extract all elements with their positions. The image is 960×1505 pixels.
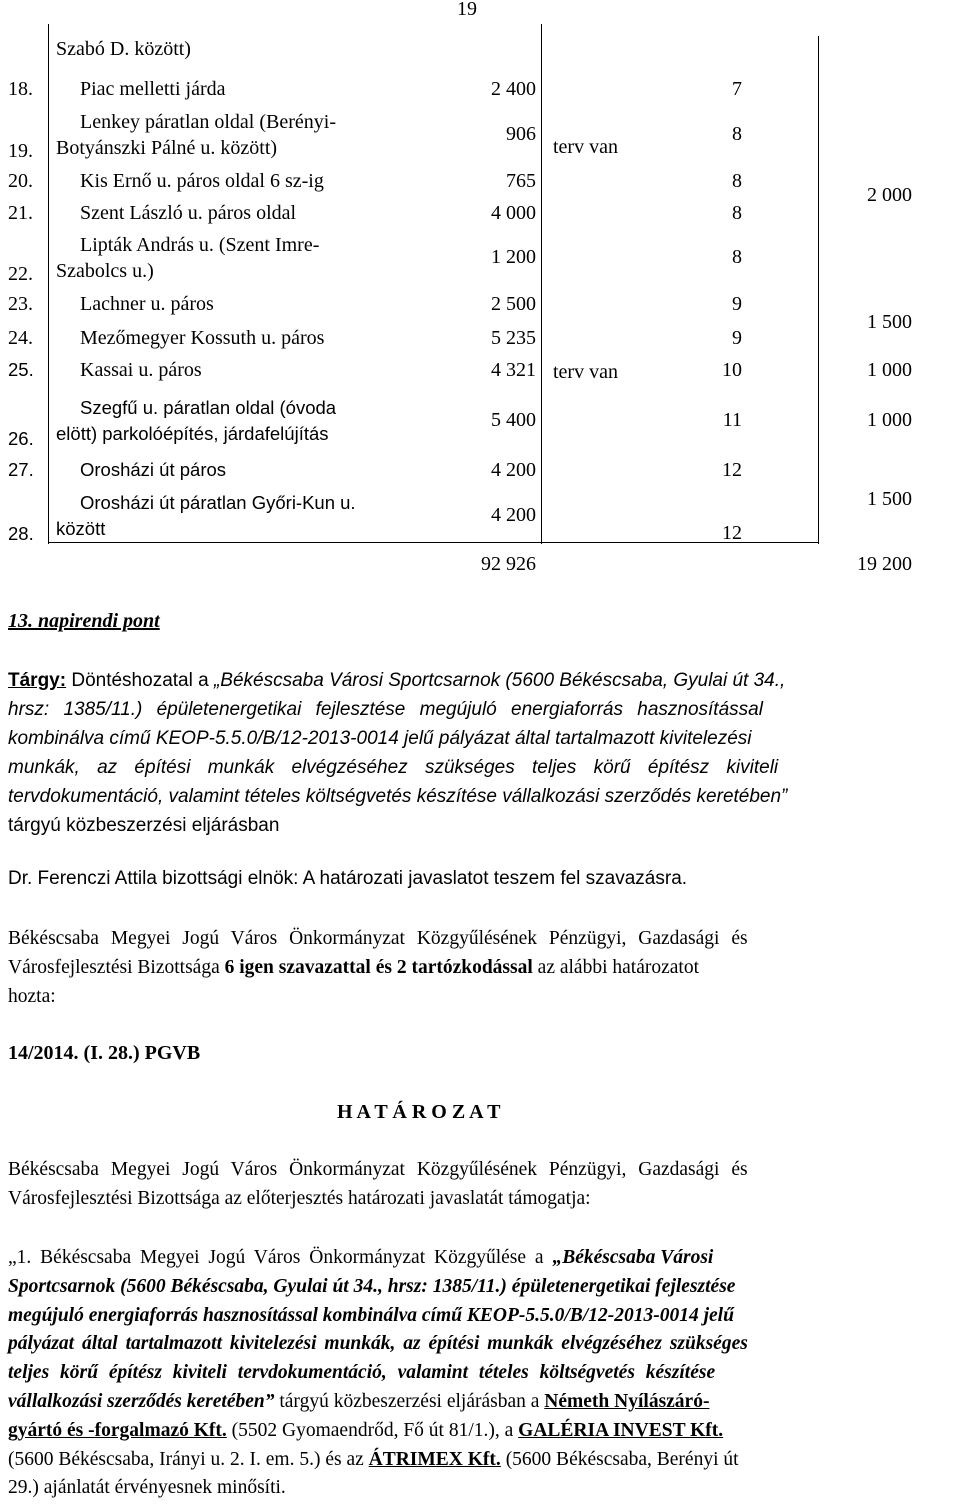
row-description: Lipták András u. (Szent Imre-: [80, 234, 320, 256]
row-plan-status: terv van: [553, 361, 618, 383]
row-number: 18.: [8, 78, 33, 100]
subject-label: Tárgy:: [8, 670, 67, 691]
vote-paragraph: Békéscsaba Megyei Jogú Város Önkormányzat Közgyűlésének Pénzügyi, Gazdasági és Városfejlesztési Bizottsága 6 igen szavazattal és 2 tartózkodással az alábbi határozatot hozta:: [8, 928, 748, 1007]
row-priority: 12: [722, 522, 742, 544]
row-description: Szegfű u. páratlan oldal (óvoda: [80, 397, 337, 418]
row-priority: 9: [732, 327, 742, 349]
row-length: 765: [506, 170, 536, 192]
row-number: 27.: [8, 459, 34, 480]
row-number: 19.: [8, 140, 33, 162]
row-description: Orosházi út páros: [80, 459, 227, 480]
row-description: Orosházi út páratlan Győri-Kun u.: [80, 492, 356, 513]
total-length: 92 926: [481, 553, 536, 575]
row-description: Lenkey páratlan oldal (Berényi-: [80, 111, 336, 133]
row-description: Mezőmegyer Kossuth u. páros: [80, 327, 325, 349]
row-number: 21.: [8, 202, 33, 224]
row-length: 5 400: [491, 409, 536, 431]
row-length: 4 000: [491, 202, 536, 224]
cost-group: 1 000: [867, 359, 912, 381]
row-length: 2 400: [491, 78, 536, 100]
row-description: Lachner u. páros: [80, 293, 214, 315]
row-priority: 8: [732, 170, 742, 192]
chair-statement: Dr. Ferenczi Attila bizottsági elnök: A határozati javaslatot teszem fel szavazásra.: [8, 868, 688, 889]
cost-group: 2 000: [867, 184, 912, 206]
resolution-number: 14/2014. (I. 28.) PGVB: [8, 1042, 201, 1064]
cost-group: 1 000: [867, 409, 912, 431]
total-cost: 19 200: [857, 553, 912, 575]
row-priority: 8: [732, 123, 742, 145]
row-description: között: [56, 518, 106, 539]
row-description: elött) parkolóépítés, járdafelújítás: [56, 423, 329, 444]
row-priority: 8: [732, 202, 742, 224]
row-priority: 11: [722, 409, 742, 431]
row-description: Szabolcs u.): [56, 260, 154, 282]
row-priority: 9: [732, 293, 742, 315]
row-number: 20.: [8, 170, 33, 192]
row-length: 2 500: [491, 293, 536, 315]
cost-group: 1 500: [867, 488, 912, 510]
row-priority: 12: [722, 459, 742, 481]
row-priority: 8: [732, 246, 742, 268]
cost-group: 1 500: [867, 311, 912, 333]
row-priority: 7: [732, 78, 742, 100]
row-description: Piac melletti járda: [80, 78, 226, 100]
row-description: Kassai u. páros: [80, 359, 202, 381]
row-length: 906: [506, 123, 536, 145]
row-number: 24.: [8, 327, 33, 349]
row-plan-status: terv van: [553, 136, 618, 158]
agenda-point: 13. napirendi pont: [8, 610, 160, 632]
row-number: 26.: [8, 428, 34, 449]
resolution-text: „1. Békéscsaba Megyei Jogú Város Önkormányzat Közgyűlése a „Békéscsaba Városi Sportcsarnok (5600 Békéscsaba, Gyulai út 34., hrsz: 1385/11.) épületenergetikai fejlesztése megújuló energiaforrás hasznosítással kombinálva című KEOP-5.5.0/B/12-2013-0014 jelű pályázat által tartalmazott kivitelezési munkák, az építési munkák elvégzéséhez szükséges teljes körű építész kiviteli tervdokumentáció, valamint tételes költségvetés készítése vállalkozási szerződés keretében” tárgyú közbeszerzési eljárásban a Németh Nyílászáró- gyártó és -forgalmazó Kft. (5502 Gyomaendrőd, Fő út 81/1.), a GALÉRIA INVEST Kft. (5600 Békéscsaba, Irányi u. 2. I. em. 5.) és az ÁTRIMEX Kft. (5600 Békéscsaba, Berényi út 29.) ajánlatát érvényesnek minősíti.: [8, 1247, 748, 1499]
resolution-heading: H A T Á R O Z A T: [337, 1101, 501, 1123]
row-priority: 10: [722, 359, 742, 381]
row-length: 4 321: [491, 359, 536, 381]
support-paragraph: Békéscsaba Megyei Jogú Város Önkormányzat Közgyűlésének Pénzügyi, Gazdasági és Városfejlesztési Bizottsága az előterjesztés határozati javaslatát támogatja:: [8, 1159, 748, 1209]
row-number: 28.: [8, 523, 34, 544]
row-length: 4 200: [491, 459, 536, 481]
row-number: 23.: [8, 293, 33, 315]
row-description: Szent László u. páros oldal: [80, 202, 297, 224]
row-description: Botyánszki Pálné u. között): [56, 137, 278, 159]
row-length: 1 200: [491, 246, 536, 268]
row-length: 5 235: [491, 327, 536, 349]
subject-paragraph: Tárgy: Döntéshozatal a „Békéscsaba Városi Sportcsarnok (5600 Békéscsaba, Gyulai út 34., hrsz: 1385/11.) épületenergetikai fejlesztése megújuló energiaforrás hasznosítással kombinálva című KEOP-5.5.0/B/12-2013-0014 jelű pályázat által tartalmazott kivitelezési munkák, az építési munkák elvégzéséhez szükséges teljes körű építész kiviteli tervdokumentáció, valamint tételes költségvetés készítése vállalkozási szerződés keretében” tárgyú közbeszerzési eljárásban: [8, 670, 788, 836]
table-row-top-text: Szabó D. között): [56, 38, 191, 60]
row-number: 22.: [8, 263, 33, 285]
page-number: 19: [457, 0, 477, 20]
row-length: 4 200: [491, 504, 536, 526]
row-number: 25.: [8, 359, 34, 380]
row-description: Kis Ernő u. páros oldal 6 sz-ig: [80, 170, 324, 192]
